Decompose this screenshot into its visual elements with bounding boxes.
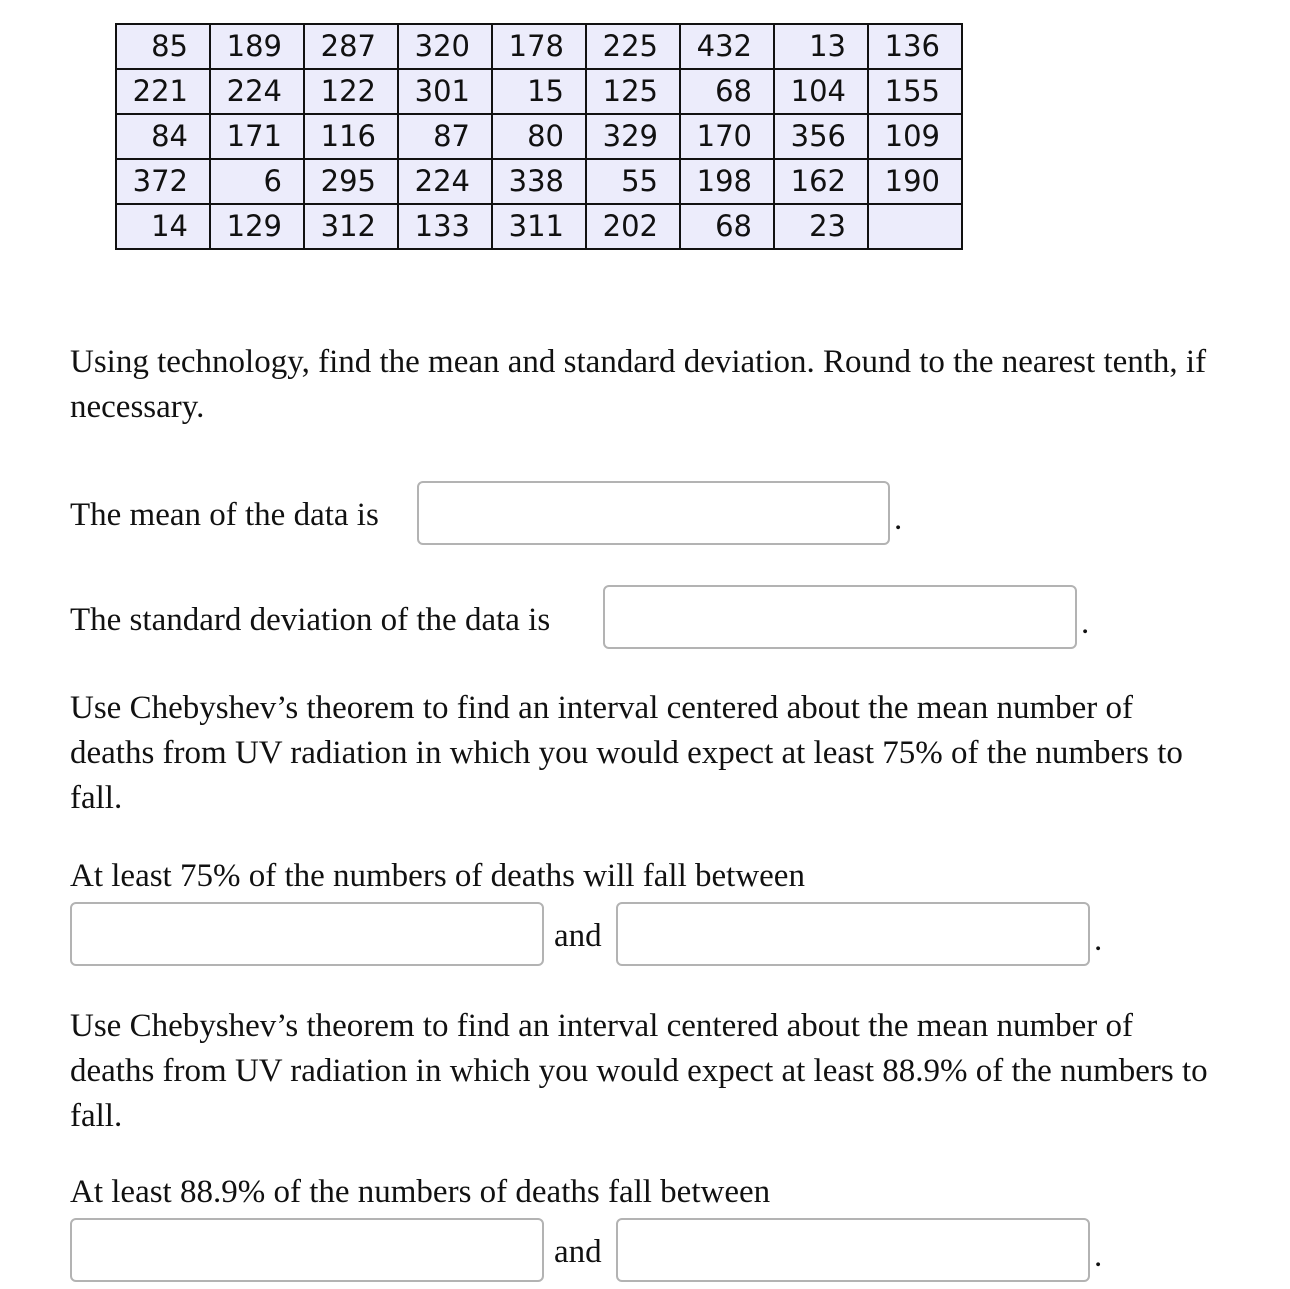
cheb889-answer-label: At least 88.9% of the numbers of deaths fall between	[70, 1174, 771, 1210]
table-cell: 109	[868, 114, 962, 159]
table-cell: 311	[492, 204, 586, 249]
table-row	[116, 69, 962, 114]
table-cell: 287	[304, 24, 398, 69]
table-cell: 55	[586, 159, 680, 204]
table-cell: 13	[774, 24, 868, 69]
table-cell: 15	[492, 69, 586, 114]
table-cell: 224	[210, 69, 304, 114]
table-cell: 122	[304, 69, 398, 114]
cheb75-answer-label: At least 75% of the numbers of deaths will fall between	[70, 858, 805, 894]
table-cell: 68	[680, 204, 774, 249]
table-cell: 170	[680, 114, 774, 159]
table-cell: 125	[586, 69, 680, 114]
table-cell: 85	[116, 24, 210, 69]
table-cell: 6	[210, 159, 304, 204]
table-cell: 356	[774, 114, 868, 159]
mean-period: .	[894, 501, 903, 537]
table-cell: 295	[304, 159, 398, 204]
table-row	[116, 24, 962, 69]
std-dev-period: .	[1081, 605, 1090, 641]
table-row	[116, 159, 962, 204]
table-cell: 104	[774, 69, 868, 114]
mean-label: The mean of the data is	[70, 497, 379, 533]
table-cell: 133	[398, 204, 492, 249]
table-cell: 80	[492, 114, 586, 159]
cheb889-and-label: and	[554, 1234, 602, 1270]
table-cell: 202	[586, 204, 680, 249]
table-cell: 162	[774, 159, 868, 204]
table-cell: 312	[304, 204, 398, 249]
mean-input[interactable]	[417, 481, 890, 545]
table-cell: 198	[680, 159, 774, 204]
table-cell: 190	[868, 159, 962, 204]
table-cell: 155	[868, 69, 962, 114]
table-cell: 225	[586, 24, 680, 69]
table-cell: 224	[398, 159, 492, 204]
table-cell: 432	[680, 24, 774, 69]
table-cell: 372	[116, 159, 210, 204]
table-cell: 301	[398, 69, 492, 114]
table-cell: 320	[398, 24, 492, 69]
cheb889-upper-input[interactable]	[616, 1218, 1090, 1282]
table-cell: 129	[210, 204, 304, 249]
cheb889-period: .	[1094, 1238, 1103, 1274]
table-cell: 189	[210, 24, 304, 69]
data-table	[115, 23, 963, 250]
cheb75-upper-input[interactable]	[616, 902, 1090, 966]
table-row	[116, 114, 962, 159]
table-cell: 136	[868, 24, 962, 69]
std-dev-label: The standard deviation of the data is	[70, 602, 551, 638]
cheb75-and-label: and	[554, 918, 602, 954]
table-cell: 221	[116, 69, 210, 114]
cheb889-lower-input[interactable]	[70, 1218, 544, 1282]
instructions-text: Using technology, find the mean and standard deviation. Round to the nearest tenth, if necessary.	[70, 344, 1207, 425]
cheb75-question: Use Chebyshev’s theorem to find an interval centered about the mean number of deaths from UV radiation in which you would expect at least 75% of the numbers to fall.	[70, 690, 1183, 816]
table-cell: 178	[492, 24, 586, 69]
table-row	[116, 204, 962, 249]
data-table-body	[116, 24, 962, 249]
table-cell: 23	[774, 204, 868, 249]
table-cell: 14	[116, 204, 210, 249]
table-cell: 68	[680, 69, 774, 114]
cheb75-period: .	[1094, 922, 1103, 958]
table-cell: 171	[210, 114, 304, 159]
table-cell: 84	[116, 114, 210, 159]
table-cell	[868, 204, 962, 249]
table-cell: 329	[586, 114, 680, 159]
table-cell: 116	[304, 114, 398, 159]
cheb75-lower-input[interactable]	[70, 902, 544, 966]
table-cell: 338	[492, 159, 586, 204]
table-cell: 87	[398, 114, 492, 159]
cheb889-question: Use Chebyshev’s theorem to find an interval centered about the mean number of deaths from UV radiation in which you would expect at least 88.9% of the numbers to fall.	[70, 1008, 1208, 1134]
std-dev-input[interactable]	[603, 585, 1077, 649]
